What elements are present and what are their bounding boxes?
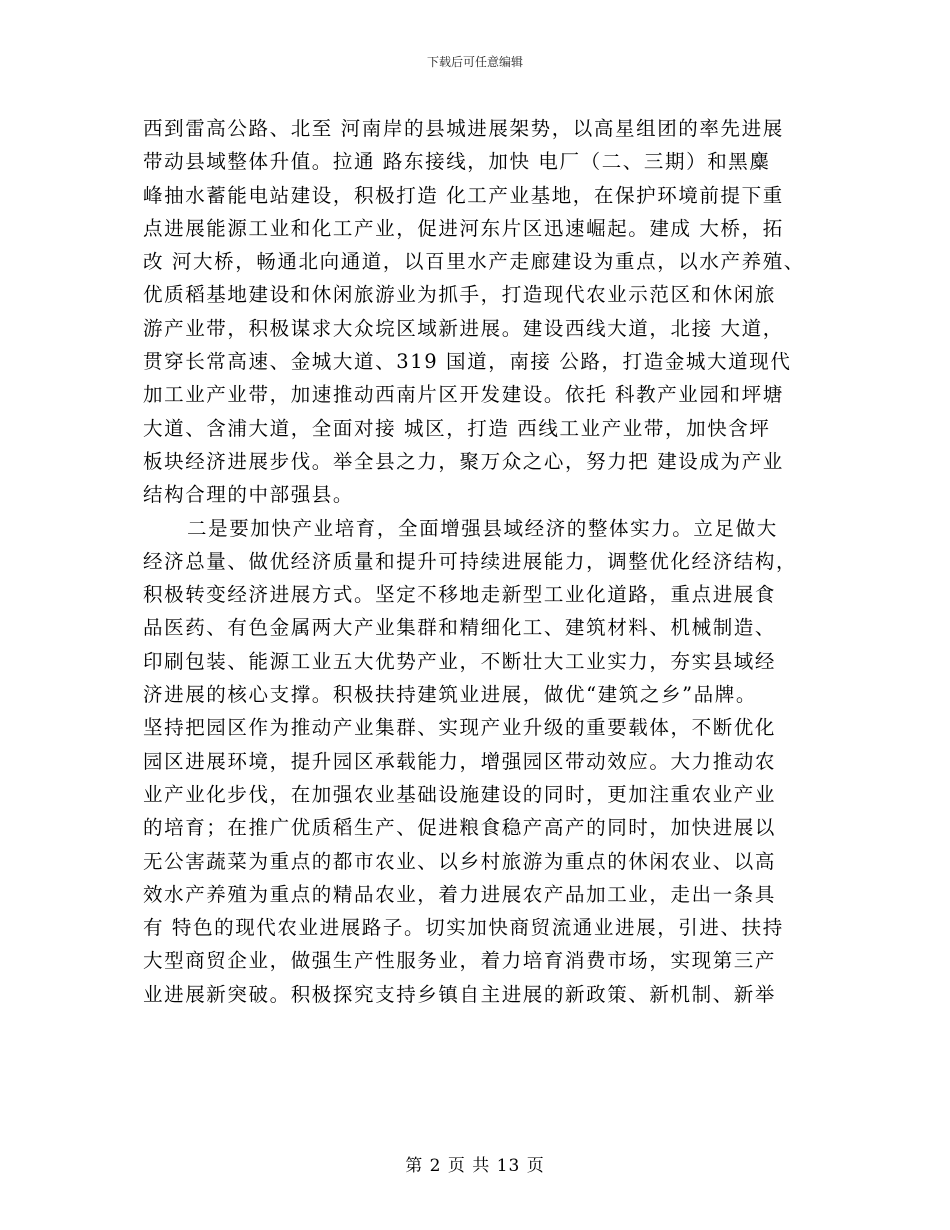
text-line: 济进展的核心支撑。积极扶持建筑业进展，做优“建筑之乡”品牌。 — [143, 683, 757, 707]
text-line: 印刷包装、能源工业五大优势产业，不断壮大工业实力，夯实县域经 — [143, 649, 777, 673]
text-line: 效水产养殖为重点的精品农业，着力进展农产品加工业，走出一条具 — [143, 882, 777, 906]
text-line: 点进展能源工业和化工产业，促进河东片区迅速崛起。建成 大桥，拓 — [143, 216, 784, 240]
text-line: 改 河大桥，畅通北向通道，以百里水产走廊建设为重点，以水产养殖、 — [143, 250, 805, 274]
text-line: 结构合理的中部强县。 — [143, 483, 355, 507]
text-line: 园区进展环境，提升园区承载能力，增强园区带动效应。大力推动农 — [143, 749, 777, 773]
text-line: 大道、含浦大道，全面对接 城区，打造 西线工业产业带，加快含坪 — [143, 416, 771, 440]
text-line: 大型商贸企业，做强生产性服务业，着力培育消费市场，实现第三产 — [143, 949, 777, 973]
text-line: 积极转变经济进展方式。坚定不移地走新型工业化道路，重点进展食 — [143, 583, 777, 607]
text-line: 贯穿长常高速、金城大道、319 国道，南接 公路，打造金城大道现代 — [143, 350, 792, 374]
text-line: 带动县域整体升值。拉通 路东接线，加快 电厂（二、三期）和黑麋 — [143, 150, 771, 174]
text-line: 品医药、有色金属两大产业集群和精细化工、建筑材料、机械制造、 — [143, 616, 777, 640]
text-line: 的培育；在推广优质稻生产、促进粮食稳产高产的同时，加快进展以 — [143, 816, 777, 840]
text-line: 无公害蔬菜为重点的都市农业、以乡村旅游为重点的休闲农业、以高 — [143, 849, 777, 873]
text-line: 板块经济进展步伐。举全县之力，聚万众之心，努力把 建设成为产业 — [143, 449, 784, 473]
text-line: 西到雷高公路、北至 河南岸的县城进展架势，以高星组团的率先进展 — [143, 117, 784, 140]
text-line: 坚持把园区作为推动产业集群、实现产业升级的重要载体，不断优化 — [143, 716, 777, 740]
text-line: 有 特色的现代农业进展路子。切实加快商贸流通业进展，引进、扶持 — [143, 916, 784, 940]
paragraph-start-line: 二是要加快产业培育，全面增强县域经济的整体实力。立足做大 — [187, 516, 778, 540]
text-line: 游产业带，积极谋求大众垸区域新进展。建设西线大道，北接 大道， — [143, 316, 784, 340]
text-line: 业进展新突破。积极探究支持乡镇自主进展的新政策、新机制、新举 — [143, 982, 777, 1006]
text-line: 优质稻基地建设和休闲旅游业为抓手，打造现代农业示范区和休闲旅 — [143, 283, 777, 307]
page-header: 下载后可任意编辑 — [426, 55, 523, 69]
text-line: 业产业化步伐，在加强农业基础设施建设的同时，更加注重农业产业 — [143, 782, 777, 806]
text-line: 经济总量、做优经济质量和提升可持续进展能力，调整优化经济结构， — [143, 549, 798, 573]
page-number-footer: 第 2 页 共 13 页 — [405, 1156, 545, 1176]
text-line: 峰抽水蓄能电站建设，积极打造 化工产业基地，在保护环境前提下重 — [143, 183, 784, 207]
text-line: 加工业产业带，加速推动西南片区开发建设。依托 科教产业园和坪塘 — [143, 383, 784, 407]
document-body — [143, 112, 813, 1011]
